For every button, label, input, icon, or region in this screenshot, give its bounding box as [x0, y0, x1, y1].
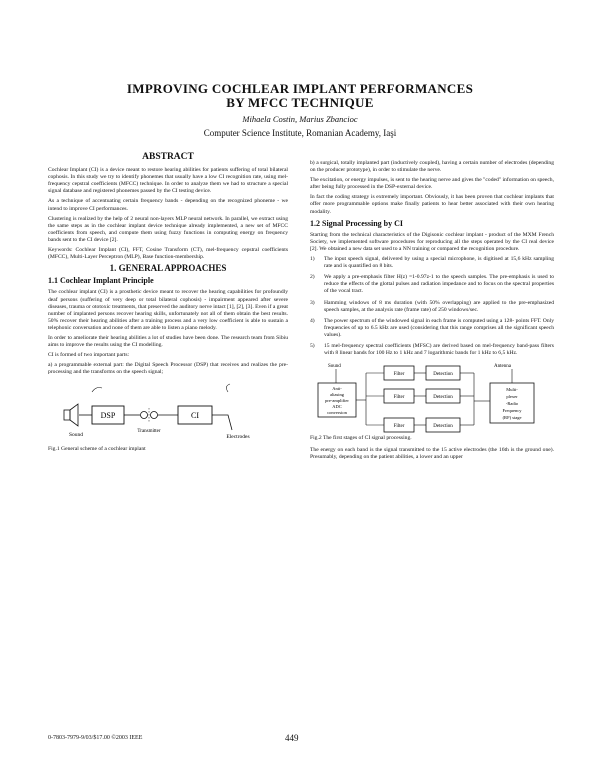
- transmitter-label: Transmitter: [137, 429, 161, 435]
- detection-label-2: Detection: [433, 395, 453, 401]
- list-item: [310, 300, 554, 314]
- step-number: 1): [310, 256, 315, 263]
- ci-label: CI: [191, 411, 199, 421]
- dsp-label: DSP: [100, 411, 116, 421]
- step-text: Hamming windows of 8 ms duration (with 50% overlapping) are applied to the pre-emphasized speech samples, at the analysis rate (frame rate) of 250 windows/sec.: [324, 299, 554, 313]
- list-item-b: b) a surgical, totally implanted part (inductively coupled), having a certain number of electrodes (depending on the producer prototype), in order to stimulate the nerve.: [310, 160, 554, 174]
- aa-label-3: pre-amplifier: [325, 398, 349, 404]
- right-column: [310, 160, 554, 464]
- step-number: 2): [310, 274, 315, 281]
- aa-label-4: ADC: [332, 404, 342, 410]
- right-paragraph-1: The excitation, or energy impulses, is sent to the hearing nerve and gives the "coded" information on speech, after being fully processed in the DSP-external device.: [310, 177, 554, 191]
- paper-title-line-1: IMPROVING COCHLEAR IMPLANT PERFORMANCES: [126, 81, 474, 96]
- subsection-1-2-heading: 1.2 Signal Processing by CI: [310, 218, 403, 228]
- paper-title-line-2: BY MFCC TECHNIQUE: [226, 95, 374, 110]
- step-number: 4): [310, 317, 315, 324]
- step-number: 5): [310, 342, 315, 349]
- list-item: [310, 318, 554, 339]
- list-item: [310, 274, 554, 295]
- filter-label-1: Filter: [393, 372, 405, 378]
- mp-label-5: (RF) stage: [502, 415, 522, 421]
- aa-label-2: aliasing: [330, 392, 344, 398]
- sound-label: Sound: [68, 432, 84, 439]
- right-paragraph-4: The energy on each band is the signal transmitted to the 15 active electrodes (the 16th is the ground one). Presumably, depending on the patient abilities, a lower and an upper: [310, 447, 554, 461]
- mp-label-3: -Radio: [505, 401, 519, 407]
- section-1-heading: 1. GENERAL APPROACHES: [109, 263, 227, 274]
- section-1-1-paragraph-2: In order to ameliorate their hearing abilities a lot of studies have been done. The research team from Sibiu aims to improve the results using the CI modelling.: [48, 334, 288, 349]
- list-item: [310, 343, 554, 357]
- page-number: 449: [285, 733, 299, 743]
- section-1-1-paragraph-3: CI is formed of two important parts:: [48, 352, 130, 359]
- figure-2-caption: Fig.2 The first stages of CI signal processing.: [310, 435, 412, 442]
- left-column: [48, 154, 288, 454]
- figure-1-ci-scheme: [48, 380, 288, 444]
- copyright-footer: 0-7803-7979-9/03/$17.00 ©2003 IEEE: [48, 735, 143, 741]
- right-paragraph-2: In fact the coding strategy is extremely important. Obviously, it has been proven that cochlear implants that offer more programmable options make finally patients to hear better associated with their own hearing modality.: [310, 194, 554, 215]
- step-text: We apply a pre-emphasis filter H(z) =1-0.97z-1 to the speech samples. The pre-emphasis is used to reduce the effects of the glottal pulses and radiation impedance and to focus on the spectral properties of the vocal tract.: [324, 274, 554, 295]
- affiliation: Computer Science Institute, Romanian Academy, Iaşi: [203, 128, 397, 138]
- keywords: Keywords: Cochlear Implant (CI), FFT, Cosine Transform (CT), mel-frequency cepstral coefficients (MFCC), Multi-Layer Perceptron (MLP), Base function-membership.: [48, 247, 288, 261]
- abstract-heading: ABSTRACT: [142, 152, 194, 162]
- filter-label-3: Filter: [393, 424, 405, 430]
- electrodes-label: Electrodes: [226, 434, 250, 441]
- abstract-paragraph-1: Cochlear Implant (CI) is a device meant to restore hearing abilities for patients suffering of total bilateral cophosis. In this study we try to identify phonemes that usually have a low CI recognition rate, using mel-frequency cepstral coefficients (MFCC) technique. In order to analyze them we had to structure a special signal database and registered phonemes passed by the CI testing device.: [48, 167, 288, 195]
- abstract-paragraph-2: As a technique of accentuating certain frequency bands - depending on the recognized phoneme - we intend to improve CI performances.: [48, 198, 288, 212]
- abstract-paragraph-3: Clustering is realized by the help of 2 neural non-layers MLP neural network. In parallel, we extract using the same steps as in the cochlear implant device technique already implemented, a new set of MFCC coefficients from speech, and compute them using fuzzy functions in computing energy on frequency bands sent to the CI device [2].: [48, 215, 288, 243]
- list-item-a: a) a programmable external part: the Digital Speech Processor (DSP) that receives and realizes the pre-processing and the transforms on the speech signal;: [48, 362, 288, 376]
- aa-label-5: conversion: [327, 410, 347, 416]
- step-text: 15 mel-frequency spectral coefficients (MFSC) are derived based on mel-frequency band-pass filters with 8 linear bands for 100 Hz to 1 kHz and 7 logarithmic bands for 1 kHz to 6,5 kHz.: [324, 342, 554, 357]
- processing-steps-list: [310, 256, 554, 357]
- fig2-sound-label: Sound: [328, 364, 341, 370]
- step-number: 3): [310, 299, 315, 306]
- authors: Mihaela Costin, Marius Zbancioc: [242, 114, 358, 124]
- speaker-icon: [64, 404, 78, 426]
- filter-label-2: Filter: [393, 395, 405, 401]
- step-text: The power spectrum of the windowed signal in each frame is computed using a 128- points FFT. Only frequencies of up to 6.5 kHz are used (considering that this range comprises all the significant speech values).: [324, 317, 554, 338]
- mp-label-1: Multi-: [506, 387, 518, 393]
- detection-label-1: Detection: [433, 372, 453, 378]
- figure-2-processing-stages: [314, 361, 544, 433]
- step-text: The input speech signal, delivered by using a special microphone, is digitised at 15,6 kHz sampling rate and is quantified on 8 bits.: [324, 256, 554, 270]
- mp-label-4: Frequency: [502, 408, 522, 414]
- subsection-1-1-heading: 1.1 Cochlear Implant Principle: [48, 276, 154, 286]
- detection-label-3: Detection: [433, 424, 453, 430]
- transmitter-coil-icon: [141, 412, 148, 419]
- mp-label-2: plexer: [506, 394, 518, 400]
- section-1-2-paragraph: Starting from the technical characteristics of the Digisonic cochlear implant - product of the MXM French Society, we implemented software procedures for reproducing all the steps operated by the CI real device [2]. We obtained a new data set used to a NN training or compared the recognition procedure.: [310, 231, 554, 252]
- aa-label-1: Anti-: [332, 386, 342, 392]
- list-item: [310, 256, 554, 270]
- fig2-antenna-label: Antenna: [494, 364, 511, 370]
- figure-1-caption: Fig.1 General scheme of a cochlear implant: [48, 446, 146, 453]
- section-1-1-paragraph-1: The cochlear implant (CI) is a prosthetic device meant to recover the hearing capabilities for profoundly deaf persons (suffering of very deep or total bilateral cophosis) - impairment appeared after severe diseases, trauma or ototoxic treatments, that preserved the auditory nerve intact [1], [2], [3]. Even if a great number of implanted persons recover hearing skills, unfortunately not all of them obtain the best results. 50% recover their hearing abilities after a training process and a very low coefficient is able to sustain a telephonic conversation and none of them are able to listen a piano melody.: [48, 289, 288, 331]
- receiver-coil-icon: [151, 412, 158, 419]
